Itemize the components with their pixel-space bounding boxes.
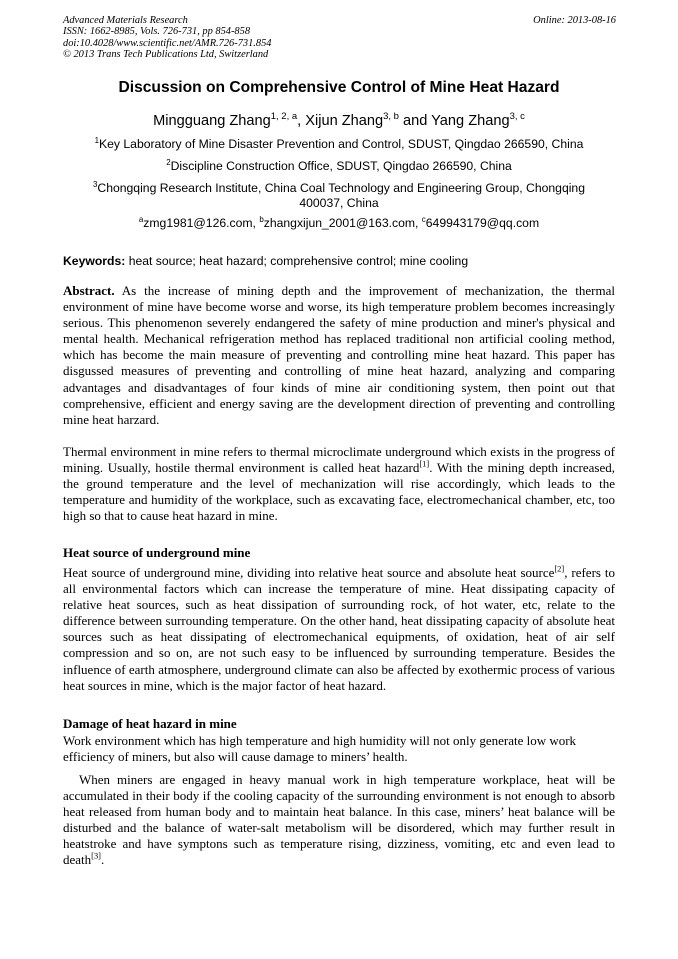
section-heading-damage: Damage of heat hazard in mine [63,716,237,731]
email-sup: a [138,214,144,224]
damage-intro-line-1: Work environment which has high temperature and high humidity will not only generate low work [63,733,577,748]
author-sup: 3, b [383,111,399,123]
abstract [63,283,615,428]
affiliation-3 [70,181,608,211]
intro-text: . With the mining depth increased, the ground temperature and the level of mechanization will rise accordingly, which leads to the temperature and humidity of the workplace, such as excavating face, electromechanical chamber, etc, too high so that to cause heat hazard in mine. [63,460,615,524]
email-text: zhangxijun_2001@163.com, [263,216,422,230]
author-name: Mingguang Zhang [153,113,271,129]
body-text: , refers to all environmental factors which can increase the temperature of mine. Heat dissipating capacity of relative heat sources, such as heat dissipation of surrounding rock, of hot water, etc, relate to the difference between surrounding temperature. On the other hand, heat dissipating capacity of absolute heat sources such as heat dissipating of electromechanical equipments, of oxidation, heat of air self compression and so on, are not such easy to be influenced by surrounding temperature. Besides the influence of earth atmosphere, underground climate can also be affected by exothermic process of various heat sources in mine, which is the major factor of heat hazard. [63,565,615,693]
abstract-label: Abstract. [63,283,115,298]
intro-paragraph [63,444,615,524]
abstract-text: As the increase of mining depth and the improvement of mechanization, the thermal environment of mine have become worse and worse, its high temperature problem becomes increasingly serious. This phenomenon severely endangered the safety of mine production and miner's physical and mental health. Mechanical refrigeration method has replaced traditional non artificial cooling method, which has become the main measure of preventing and controlling mine heat hazard. This paper has disgussed measures of preventing and controlling of mine heat hazard, analyzing and comparing advantages and disadvantages of four kinds of mine air conditioning system, then point out that comprehensive, efficient and energy saving are the development direction of preventing and controlling mine heat harzard. [63,283,615,427]
citation: [2] [554,563,565,574]
author-name: Yang Zhang [431,113,510,129]
citation: [3] [91,851,101,862]
author-sup: 1, 2, a [270,111,298,123]
affiliation-text: Discipline Construction Office, SDUST, Qingdao 266590, China [170,159,512,173]
author-list [0,113,678,129]
author-name: Xijun Zhang [305,113,384,129]
author-sep: , [297,113,306,129]
affiliation-2 [70,159,608,174]
body-text: Heat source of underground mine, dividing into relative heat source and absolute heat source [63,565,555,580]
affiliation-sup: 1 [94,135,99,145]
email-sup: c [421,214,426,224]
email-line [70,216,608,231]
keywords [63,254,468,268]
body-text: . [101,852,105,868]
body-text: When miners are engaged in heavy manual work in high temperature workplace, heat will be accumulated in their body if the cooling capacity of the surrounding environment is not enough to absorb heat released from human body and to maintain heat balance. In this case, miners’ heat balance will be disturbed and the balance of water-salt metabolism will be disordered, which may further result in heatstroke and have symptons such as temperature rising, dizziness, vomiting, etc and even lead to death [63,772,615,868]
intro-text: Thermal environment in mine refers to thermal microclimate underground which exists in the progress of mining. Usually, hostile thermal environment is called heat hazard [63,444,615,476]
affiliation-text: Chongqing Research Institute, China Coal Technology and Engineering Group, Chongqing 400037, China [97,181,585,210]
keywords-label: Keywords: [63,254,126,268]
paper-title: Discussion on Comprehensive Control of Mine Heat Hazard [118,79,560,96]
damage-intro-line-2: efficiency of miners, but also will cause damage to miners’ health. [63,749,408,764]
author-sup: 3, c [509,111,525,123]
section-heading-heat-source: Heat source of underground mine [63,545,251,560]
email-text: 649943179@qq.com [425,216,540,230]
citation: [1] [419,458,430,469]
issn-line: ISSN: 1662-8985, Vols. 726-731, pp 854-858 [63,26,251,38]
email-text: zmg1981@126.com, [143,216,260,230]
affiliation-1 [70,137,608,152]
keywords-text: heat source; heat hazard; comprehensive control; mine cooling [125,254,469,268]
doi-line: doi:10.4028/www.scientific.net/AMR.726-731.854 [63,37,272,49]
author-sep: and [398,113,432,129]
affiliation-text: Key Laboratory of Mine Disaster Prevention and Control, SDUST, Qingdao 266590, China [99,137,584,151]
copyright-line: © 2013 Trans Tech Publications Ltd, Switzerland [63,49,269,61]
journal-name: Advanced Materials Research [63,15,188,26]
affiliation-sup: 3 [92,179,98,189]
email-sup: b [259,214,264,224]
heat-source-paragraph [63,565,615,694]
journal-header [63,15,271,61]
affiliation-sup: 2 [166,157,171,167]
damage-paragraph [63,772,615,869]
online-date: Online: 2013-08-16 [533,15,616,26]
